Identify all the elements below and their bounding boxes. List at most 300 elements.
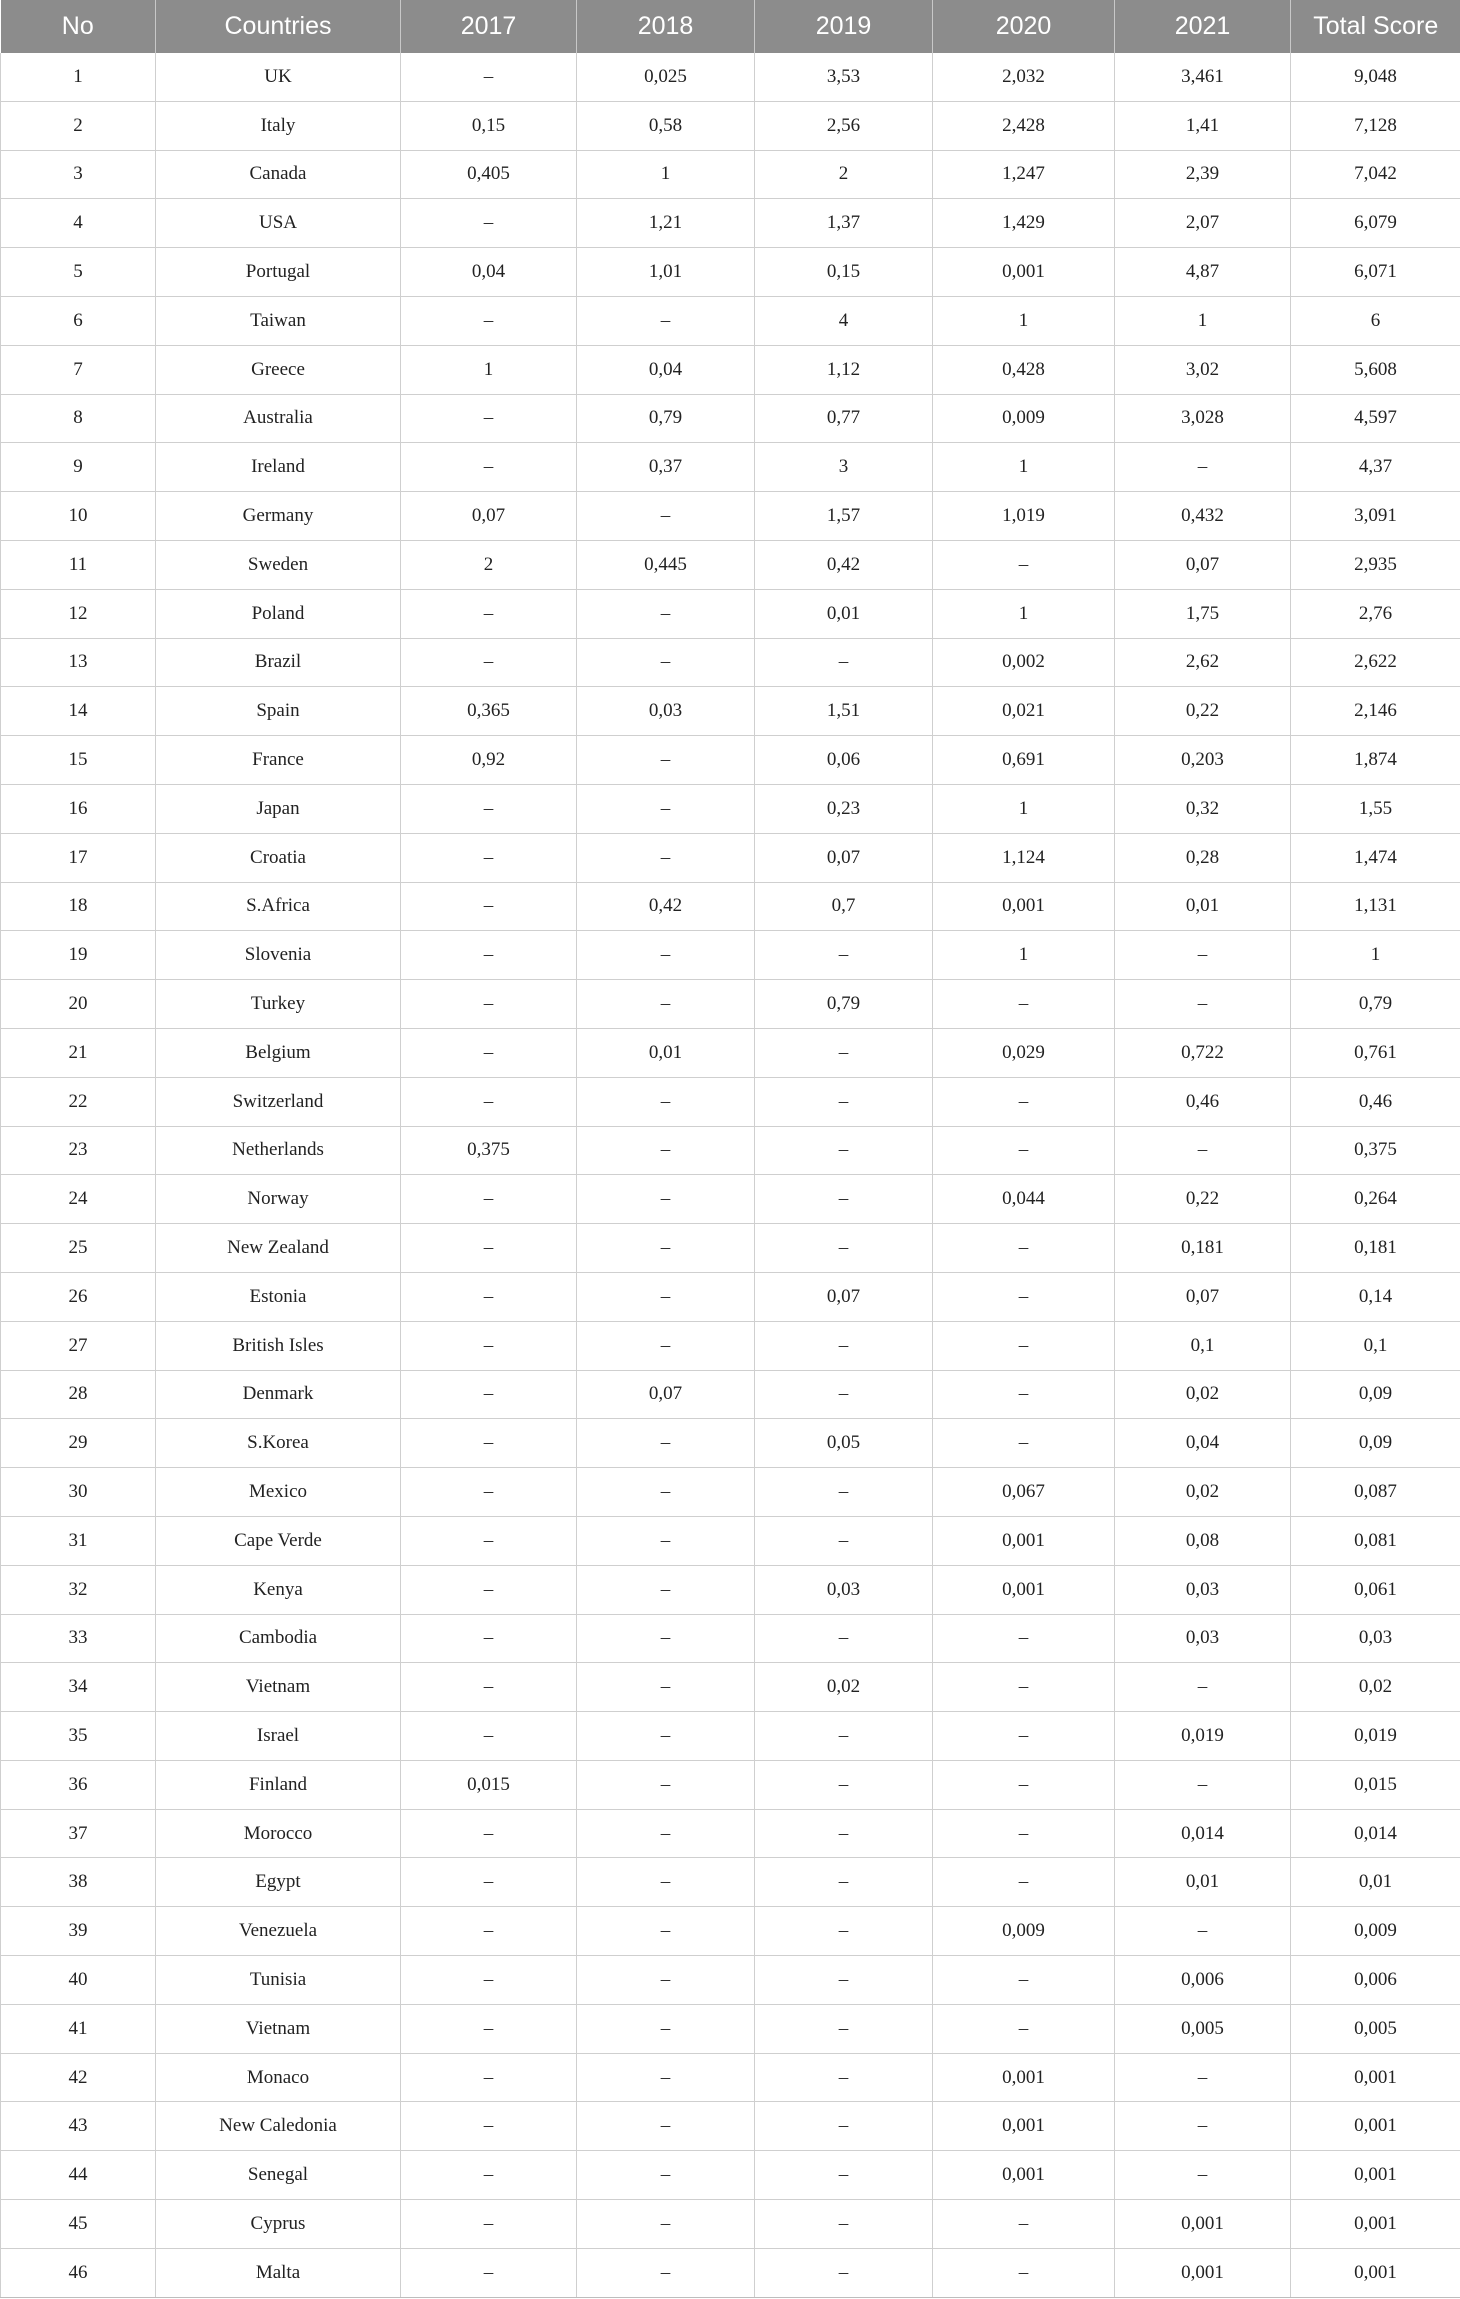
table-row bbox=[1, 394, 1460, 443]
cell-2018: – bbox=[577, 1077, 755, 1126]
cell-2020: – bbox=[933, 1809, 1115, 1858]
cell-2020: – bbox=[933, 1663, 1115, 1712]
cell-2018: – bbox=[577, 296, 755, 345]
cell-2021: 0,02 bbox=[1115, 1468, 1291, 1517]
cell-2020: – bbox=[933, 1956, 1115, 2005]
cell-no: 4 bbox=[1, 199, 156, 248]
cell-2020: – bbox=[933, 540, 1115, 589]
table-row bbox=[1, 1126, 1460, 1175]
cell-2020: 0,001 bbox=[933, 2053, 1115, 2102]
cell-country: S.Africa bbox=[156, 882, 401, 931]
cell-2018: – bbox=[577, 1956, 755, 2005]
cell-2018: – bbox=[577, 2102, 755, 2151]
cell-2021: 0,07 bbox=[1115, 540, 1291, 589]
cell-no: 28 bbox=[1, 1370, 156, 1419]
cell-2020: – bbox=[933, 1858, 1115, 1907]
cell-country: Norway bbox=[156, 1175, 401, 1224]
cell-2017: – bbox=[401, 1028, 577, 1077]
cell-total-score: 4,597 bbox=[1291, 394, 1460, 443]
cell-country: British Isles bbox=[156, 1321, 401, 1370]
cell-2018: 0,04 bbox=[577, 345, 755, 394]
cell-country: S.Korea bbox=[156, 1419, 401, 1468]
cell-no: 27 bbox=[1, 1321, 156, 1370]
cell-no: 29 bbox=[1, 1419, 156, 1468]
cell-2017: – bbox=[401, 638, 577, 687]
cell-2018: – bbox=[577, 931, 755, 980]
cell-country: Switzerland bbox=[156, 1077, 401, 1126]
cell-2020: – bbox=[933, 1419, 1115, 1468]
cell-2018: – bbox=[577, 1760, 755, 1809]
cell-2018: – bbox=[577, 736, 755, 785]
table-row bbox=[1, 53, 1460, 101]
table-row bbox=[1, 150, 1460, 199]
cell-2021: 2,07 bbox=[1115, 199, 1291, 248]
cell-country: Cambodia bbox=[156, 1614, 401, 1663]
cell-country: Slovenia bbox=[156, 931, 401, 980]
cell-no: 5 bbox=[1, 248, 156, 297]
cell-country: Malta bbox=[156, 2248, 401, 2297]
cell-2021: 0,01 bbox=[1115, 1858, 1291, 1907]
cell-2019: – bbox=[755, 2102, 933, 2151]
cell-2017: – bbox=[401, 980, 577, 1029]
cell-2018: – bbox=[577, 980, 755, 1029]
cell-country: USA bbox=[156, 199, 401, 248]
cell-total-score: 0,001 bbox=[1291, 2102, 1460, 2151]
cell-2018: – bbox=[577, 1565, 755, 1614]
cell-2018: 0,07 bbox=[577, 1370, 755, 1419]
cell-country: New Zealand bbox=[156, 1224, 401, 1273]
cell-2020: – bbox=[933, 1614, 1115, 1663]
cell-total-score: 0,03 bbox=[1291, 1614, 1460, 1663]
cell-2021: 0,203 bbox=[1115, 736, 1291, 785]
cell-country: Estonia bbox=[156, 1272, 401, 1321]
cell-total-score: 1,874 bbox=[1291, 736, 1460, 785]
cell-2019: – bbox=[755, 1712, 933, 1761]
cell-country: Mexico bbox=[156, 1468, 401, 1517]
cell-2019: 1,51 bbox=[755, 687, 933, 736]
cell-2018: 0,025 bbox=[577, 53, 755, 101]
cell-2021: – bbox=[1115, 1907, 1291, 1956]
cell-2019: – bbox=[755, 1760, 933, 1809]
cell-no: 7 bbox=[1, 345, 156, 394]
cell-total-score: 0,015 bbox=[1291, 1760, 1460, 1809]
cell-country: UK bbox=[156, 53, 401, 101]
table-row bbox=[1, 638, 1460, 687]
cell-country: Tunisia bbox=[156, 1956, 401, 2005]
cell-2021: 0,01 bbox=[1115, 882, 1291, 931]
cell-total-score: 0,009 bbox=[1291, 1907, 1460, 1956]
cell-no: 2 bbox=[1, 101, 156, 150]
table-row bbox=[1, 540, 1460, 589]
cell-no: 43 bbox=[1, 2102, 156, 2151]
cell-2021: 0,07 bbox=[1115, 1272, 1291, 1321]
cell-2017: 0,04 bbox=[401, 248, 577, 297]
cell-no: 19 bbox=[1, 931, 156, 980]
cell-country: Kenya bbox=[156, 1565, 401, 1614]
cell-2019: 2 bbox=[755, 150, 933, 199]
cell-2018: – bbox=[577, 2053, 755, 2102]
cell-country: Italy bbox=[156, 101, 401, 150]
cell-2020: 0,021 bbox=[933, 687, 1115, 736]
cell-2020: – bbox=[933, 2004, 1115, 2053]
table-row bbox=[1, 1858, 1460, 1907]
cell-2018: – bbox=[577, 2200, 755, 2249]
cell-2019: – bbox=[755, 2151, 933, 2200]
cell-2021: – bbox=[1115, 2053, 1291, 2102]
cell-2019: – bbox=[755, 1468, 933, 1517]
cell-2020: 0,009 bbox=[933, 394, 1115, 443]
cell-2017: – bbox=[401, 1419, 577, 1468]
cell-2021: 4,87 bbox=[1115, 248, 1291, 297]
cell-no: 22 bbox=[1, 1077, 156, 1126]
cell-2017: 1 bbox=[401, 345, 577, 394]
column-header-2019: 2019 bbox=[755, 0, 933, 53]
cell-2021: – bbox=[1115, 980, 1291, 1029]
cell-2021: 0,04 bbox=[1115, 1419, 1291, 1468]
cell-2019: – bbox=[755, 1028, 933, 1077]
cell-2017: – bbox=[401, 1712, 577, 1761]
cell-country: Finland bbox=[156, 1760, 401, 1809]
cell-no: 6 bbox=[1, 296, 156, 345]
cell-2018: 1 bbox=[577, 150, 755, 199]
table-row bbox=[1, 1028, 1460, 1077]
cell-no: 44 bbox=[1, 2151, 156, 2200]
cell-total-score: 0,006 bbox=[1291, 1956, 1460, 2005]
cell-2020: – bbox=[933, 1712, 1115, 1761]
cell-2018: – bbox=[577, 1419, 755, 1468]
cell-2017: – bbox=[401, 882, 577, 931]
cell-2018: – bbox=[577, 1272, 755, 1321]
cell-2019: – bbox=[755, 931, 933, 980]
cell-country: Cyprus bbox=[156, 2200, 401, 2249]
cell-2019: 0,77 bbox=[755, 394, 933, 443]
cell-2019: – bbox=[755, 1370, 933, 1419]
cell-country: Venezuela bbox=[156, 1907, 401, 1956]
cell-total-score: 0,79 bbox=[1291, 980, 1460, 1029]
cell-country: Egypt bbox=[156, 1858, 401, 1907]
cell-2020: – bbox=[933, 1126, 1115, 1175]
cell-2017: – bbox=[401, 2004, 577, 2053]
cell-no: 10 bbox=[1, 492, 156, 541]
table-row bbox=[1, 980, 1460, 1029]
cell-2017: – bbox=[401, 1907, 577, 1956]
cell-2018: – bbox=[577, 1175, 755, 1224]
cell-2021: 0,181 bbox=[1115, 1224, 1291, 1273]
table-row bbox=[1, 1175, 1460, 1224]
cell-2021: 0,46 bbox=[1115, 1077, 1291, 1126]
cell-2019: 2,56 bbox=[755, 101, 933, 150]
cell-no: 24 bbox=[1, 1175, 156, 1224]
table-row bbox=[1, 1956, 1460, 2005]
cell-2019: 0,06 bbox=[755, 736, 933, 785]
table-row bbox=[1, 784, 1460, 833]
cell-no: 42 bbox=[1, 2053, 156, 2102]
cell-no: 21 bbox=[1, 1028, 156, 1077]
cell-2019: – bbox=[755, 1516, 933, 1565]
cell-2021: 1 bbox=[1115, 296, 1291, 345]
cell-2018: 0,01 bbox=[577, 1028, 755, 1077]
cell-no: 16 bbox=[1, 784, 156, 833]
table-row bbox=[1, 296, 1460, 345]
cell-2021: – bbox=[1115, 931, 1291, 980]
cell-no: 15 bbox=[1, 736, 156, 785]
cell-2018: 0,37 bbox=[577, 443, 755, 492]
cell-2019: 0,79 bbox=[755, 980, 933, 1029]
cell-no: 37 bbox=[1, 1809, 156, 1858]
cell-2021: 1,41 bbox=[1115, 101, 1291, 150]
table-row bbox=[1, 931, 1460, 980]
cell-2019: 0,23 bbox=[755, 784, 933, 833]
cell-country: Morocco bbox=[156, 1809, 401, 1858]
cell-total-score: 5,608 bbox=[1291, 345, 1460, 394]
cell-2017: – bbox=[401, 1614, 577, 1663]
cell-country: Germany bbox=[156, 492, 401, 541]
cell-2017: 0,07 bbox=[401, 492, 577, 541]
cell-total-score: 0,019 bbox=[1291, 1712, 1460, 1761]
cell-2018: 0,42 bbox=[577, 882, 755, 931]
table-row bbox=[1, 1370, 1460, 1419]
table-row bbox=[1, 1809, 1460, 1858]
cell-country: Canada bbox=[156, 150, 401, 199]
table-row bbox=[1, 1565, 1460, 1614]
cell-2018: 1,01 bbox=[577, 248, 755, 297]
cell-2018: – bbox=[577, 2004, 755, 2053]
table-row bbox=[1, 199, 1460, 248]
cell-2020: – bbox=[933, 1077, 1115, 1126]
cell-2018: – bbox=[577, 1321, 755, 1370]
cell-2019: 0,7 bbox=[755, 882, 933, 931]
cell-2017: – bbox=[401, 589, 577, 638]
cell-total-score: 0,061 bbox=[1291, 1565, 1460, 1614]
table-row bbox=[1, 1516, 1460, 1565]
cell-2021: 3,461 bbox=[1115, 53, 1291, 101]
table-row bbox=[1, 345, 1460, 394]
table-row bbox=[1, 2053, 1460, 2102]
cell-country: Turkey bbox=[156, 980, 401, 1029]
cell-2019: 1,57 bbox=[755, 492, 933, 541]
cell-2019: – bbox=[755, 1077, 933, 1126]
cell-total-score: 0,14 bbox=[1291, 1272, 1460, 1321]
cell-2017: – bbox=[401, 784, 577, 833]
table-row bbox=[1, 492, 1460, 541]
cell-2017: – bbox=[401, 1516, 577, 1565]
cell-no: 14 bbox=[1, 687, 156, 736]
cell-2020: 0,044 bbox=[933, 1175, 1115, 1224]
cell-2021: 0,28 bbox=[1115, 833, 1291, 882]
cell-2019: – bbox=[755, 2053, 933, 2102]
cell-2021: 0,32 bbox=[1115, 784, 1291, 833]
cell-no: 36 bbox=[1, 1760, 156, 1809]
cell-2019: – bbox=[755, 1858, 933, 1907]
column-header-2018: 2018 bbox=[577, 0, 755, 53]
table-row bbox=[1, 1224, 1460, 1273]
cell-total-score: 9,048 bbox=[1291, 53, 1460, 101]
cell-no: 13 bbox=[1, 638, 156, 687]
cell-country: Croatia bbox=[156, 833, 401, 882]
cell-no: 23 bbox=[1, 1126, 156, 1175]
column-header-2020: 2020 bbox=[933, 0, 1115, 53]
cell-country: Poland bbox=[156, 589, 401, 638]
cell-2020: – bbox=[933, 1272, 1115, 1321]
column-header-2017: 2017 bbox=[401, 0, 577, 53]
table-row bbox=[1, 443, 1460, 492]
cell-country: Monaco bbox=[156, 2053, 401, 2102]
cell-total-score: 0,09 bbox=[1291, 1370, 1460, 1419]
cell-country: Brazil bbox=[156, 638, 401, 687]
cell-2018: 0,03 bbox=[577, 687, 755, 736]
cell-2021: – bbox=[1115, 2151, 1291, 2200]
cell-2019: – bbox=[755, 1809, 933, 1858]
table-row bbox=[1, 2151, 1460, 2200]
cell-2020: – bbox=[933, 1370, 1115, 1419]
cell-2018: – bbox=[577, 1712, 755, 1761]
cell-no: 41 bbox=[1, 2004, 156, 2053]
cell-total-score: 0,01 bbox=[1291, 1858, 1460, 1907]
cell-2020: 0,001 bbox=[933, 2102, 1115, 2151]
cell-2019: 0,42 bbox=[755, 540, 933, 589]
cell-total-score: 1,474 bbox=[1291, 833, 1460, 882]
cell-2020: 1 bbox=[933, 296, 1115, 345]
cell-total-score: 0,001 bbox=[1291, 2248, 1460, 2297]
cell-country: Sweden bbox=[156, 540, 401, 589]
cell-total-score: 0,761 bbox=[1291, 1028, 1460, 1077]
cell-2020: 1 bbox=[933, 443, 1115, 492]
cell-total-score: 0,1 bbox=[1291, 1321, 1460, 1370]
cell-country: Netherlands bbox=[156, 1126, 401, 1175]
cell-2021: 0,006 bbox=[1115, 1956, 1291, 2005]
cell-country: Taiwan bbox=[156, 296, 401, 345]
cell-total-score: 6,071 bbox=[1291, 248, 1460, 297]
cell-total-score: 7,042 bbox=[1291, 150, 1460, 199]
cell-2017: – bbox=[401, 53, 577, 101]
cell-country: France bbox=[156, 736, 401, 785]
cell-2018: – bbox=[577, 1858, 755, 1907]
cell-2019: – bbox=[755, 1126, 933, 1175]
cell-2019: – bbox=[755, 2248, 933, 2297]
cell-total-score: 0,264 bbox=[1291, 1175, 1460, 1224]
cell-2017: – bbox=[401, 1809, 577, 1858]
cell-total-score: 0,02 bbox=[1291, 1663, 1460, 1712]
cell-no: 18 bbox=[1, 882, 156, 931]
cell-no: 25 bbox=[1, 1224, 156, 1273]
cell-country: Ireland bbox=[156, 443, 401, 492]
cell-2017: – bbox=[401, 1956, 577, 2005]
cell-2017: 0,365 bbox=[401, 687, 577, 736]
cell-2021: 3,028 bbox=[1115, 394, 1291, 443]
cell-2021: 0,001 bbox=[1115, 2200, 1291, 2249]
cell-no: 35 bbox=[1, 1712, 156, 1761]
table-row bbox=[1, 736, 1460, 785]
cell-no: 39 bbox=[1, 1907, 156, 1956]
cell-2021: 0,03 bbox=[1115, 1565, 1291, 1614]
cell-2017: – bbox=[401, 1224, 577, 1273]
cell-2018: 0,445 bbox=[577, 540, 755, 589]
cell-2018: – bbox=[577, 492, 755, 541]
cell-2019: 0,07 bbox=[755, 1272, 933, 1321]
cell-total-score: 0,005 bbox=[1291, 2004, 1460, 2053]
cell-2018: – bbox=[577, 1663, 755, 1712]
cell-total-score: 0,001 bbox=[1291, 2151, 1460, 2200]
cell-country: Vietnam bbox=[156, 1663, 401, 1712]
cell-2019: – bbox=[755, 638, 933, 687]
cell-country: Portugal bbox=[156, 248, 401, 297]
column-header-countries: Countries bbox=[156, 0, 401, 53]
cell-2017: – bbox=[401, 833, 577, 882]
cell-2020: 0,428 bbox=[933, 345, 1115, 394]
cell-2021: 0,722 bbox=[1115, 1028, 1291, 1077]
cell-2019: – bbox=[755, 2200, 933, 2249]
cell-total-score: 0,375 bbox=[1291, 1126, 1460, 1175]
cell-no: 12 bbox=[1, 589, 156, 638]
cell-total-score: 6,079 bbox=[1291, 199, 1460, 248]
table-row bbox=[1, 1272, 1460, 1321]
cell-no: 26 bbox=[1, 1272, 156, 1321]
cell-2018: – bbox=[577, 1126, 755, 1175]
cell-country: Australia bbox=[156, 394, 401, 443]
cell-country: Japan bbox=[156, 784, 401, 833]
cell-2019: – bbox=[755, 1907, 933, 1956]
cell-no: 34 bbox=[1, 1663, 156, 1712]
cell-2017: – bbox=[401, 1321, 577, 1370]
cell-2020: 0,001 bbox=[933, 2151, 1115, 2200]
cell-no: 17 bbox=[1, 833, 156, 882]
cell-2017: – bbox=[401, 2200, 577, 2249]
cell-total-score: 1 bbox=[1291, 931, 1460, 980]
table-row bbox=[1, 1663, 1460, 1712]
cell-2017: – bbox=[401, 2248, 577, 2297]
table-row bbox=[1, 1321, 1460, 1370]
table-row bbox=[1, 1419, 1460, 1468]
cell-2019: – bbox=[755, 1224, 933, 1273]
cell-2017: – bbox=[401, 1663, 577, 1712]
cell-2017: 0,92 bbox=[401, 736, 577, 785]
cell-total-score: 0,001 bbox=[1291, 2200, 1460, 2249]
table-row bbox=[1, 2004, 1460, 2053]
cell-2017: – bbox=[401, 1370, 577, 1419]
cell-no: 3 bbox=[1, 150, 156, 199]
cell-total-score: 2,76 bbox=[1291, 589, 1460, 638]
table-row bbox=[1, 248, 1460, 297]
cell-2019: – bbox=[755, 1614, 933, 1663]
cell-2017: – bbox=[401, 199, 577, 248]
cell-total-score: 0,014 bbox=[1291, 1809, 1460, 1858]
table-row bbox=[1, 1468, 1460, 1517]
cell-total-score: 6 bbox=[1291, 296, 1460, 345]
cell-no: 32 bbox=[1, 1565, 156, 1614]
cell-2021: 0,001 bbox=[1115, 2248, 1291, 2297]
cell-2020: 0,002 bbox=[933, 638, 1115, 687]
cell-2018: – bbox=[577, 1907, 755, 1956]
cell-2020: – bbox=[933, 980, 1115, 1029]
cell-2017: – bbox=[401, 1858, 577, 1907]
cell-2020: 1,247 bbox=[933, 150, 1115, 199]
table-row bbox=[1, 1077, 1460, 1126]
cell-2020: 0,001 bbox=[933, 1516, 1115, 1565]
cell-total-score: 0,46 bbox=[1291, 1077, 1460, 1126]
cell-country: Cape Verde bbox=[156, 1516, 401, 1565]
cell-2021: – bbox=[1115, 1663, 1291, 1712]
cell-2017: 2 bbox=[401, 540, 577, 589]
cell-2021: 0,02 bbox=[1115, 1370, 1291, 1419]
cell-2019: 0,05 bbox=[755, 1419, 933, 1468]
cell-total-score: 2,622 bbox=[1291, 638, 1460, 687]
cell-2021: – bbox=[1115, 1126, 1291, 1175]
cell-total-score: 7,128 bbox=[1291, 101, 1460, 150]
cell-no: 45 bbox=[1, 2200, 156, 2249]
cell-total-score: 1,131 bbox=[1291, 882, 1460, 931]
table-row bbox=[1, 1760, 1460, 1809]
cell-2020: 2,428 bbox=[933, 101, 1115, 150]
